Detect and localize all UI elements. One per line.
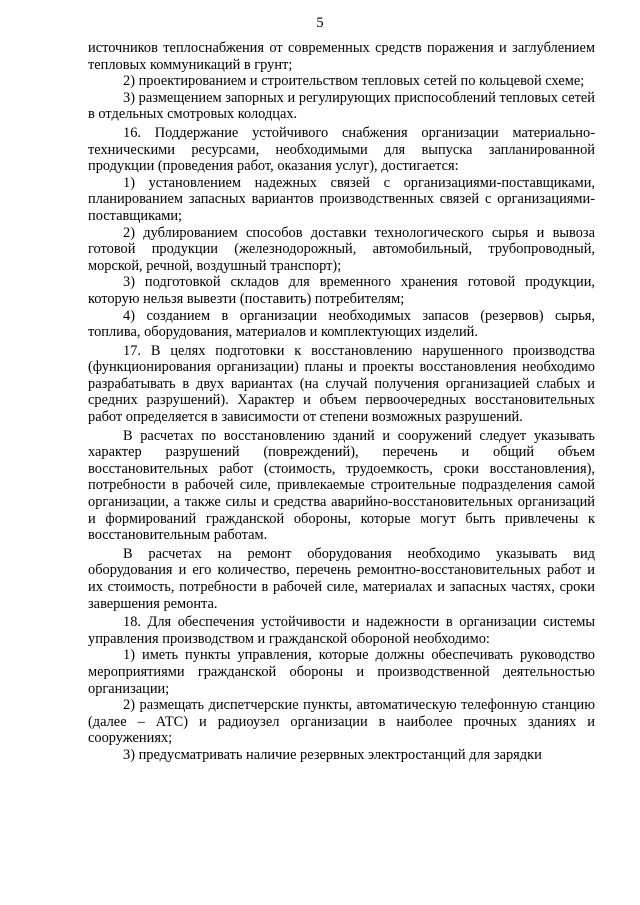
paragraph-17-equipment: В расчетах на ремонт оборудования необходимо указывать вид оборудования и его количество, перечень ремонтно-восстановительных работ и их стоимость, потребности в рабочей силе, материалах и запасных частях, сроки завершения ремонта. (88, 545, 595, 612)
paragraph-16-item-2: 2) дублированием способов доставки технологического сырья и вывоза готовой продукции (железнодорожный, автомобильный, трубопроводный, морской, речной, воздушный транспорт); (88, 224, 595, 274)
document-body (88, 40, 595, 764)
paragraph-18-item-3: 3) предусматривать наличие резервных электростанций для зарядки (123, 746, 542, 763)
paragraph-16-item-4: 4) созданием в организации необходимых запасов (резервов) сырья, топлива, оборудования, материалов и комплектующих изделий. (88, 307, 595, 341)
paragraph-item-3: 3) размещением запорных и регулирующих приспособлений тепловых сетей в отдельных смотровых колодцах. (88, 89, 595, 123)
paragraph-continuation: источников теплоснабжения от современных средств поражения и заглублением тепловых коммуникаций в грунт; (88, 40, 595, 73)
paragraph-item-2: 2) проектированием и строительством тепловых сетей по кольцевой схеме; (123, 73, 585, 90)
paragraph-section-16: 16. Поддержание устойчивого снабжения организации материально-техническими ресурсами, необходимыми для выпуска запланированной продукции (проведения работ, оказания услуг), достигается: (88, 124, 595, 175)
paragraph-16-item-1: 1) установлением надежных связей с организациями-поставщиками, планированием запасных вариантов производственных связей с организациями-поставщиками; (88, 174, 595, 224)
paragraph-18-item-2: 2) размещать диспетчерские пункты, автоматическую телефонную станцию (далее – АТС) и радиоузел организации в наиболее прочных зданиях и сооружениях; (88, 697, 595, 747)
paragraph-section-18: 18. Для обеспечения устойчивости и надежности в организации системы управления производством и гражданской обороной необходимо: (88, 614, 595, 647)
paragraph-17-buildings: В расчетах по восстановлению зданий и сооружений следует указывать характер разрушений (повреждений), перечень и общий объем восстановительных работ (стоимость, трудоемкость, сроки восстановления), потребности в рабочей силе, привлекаемые строительные подразделения самой организации, а также силы и средства аварийно-восстановительных организаций и формирований гражданской обороны, которые могут быть привлечены к восстановительным работам. (88, 427, 595, 544)
paragraph-16-item-3: 3) подготовкой складов для временного хранения готовой продукции, которую нельзя вывезти (поставить) потребителям; (88, 274, 595, 307)
paragraph-18-item-1: 1) иметь пункты управления, которые должны обеспечивать руководство мероприятиями гражданской обороны и производственной деятельностью организации; (88, 647, 595, 697)
paragraph-section-17: 17. В целях подготовки к восстановлению нарушенного производства (функционирования организации) планы и проекты восстановления необходимо разрабатывать в двух вариантах (на случай получения организацией слабых и средних разрушений). Характер и объем первоочередных восстановительных работ определяется в зависимости от степени возможных разрушений. (88, 342, 595, 426)
page-number: 5 (316, 15, 324, 31)
